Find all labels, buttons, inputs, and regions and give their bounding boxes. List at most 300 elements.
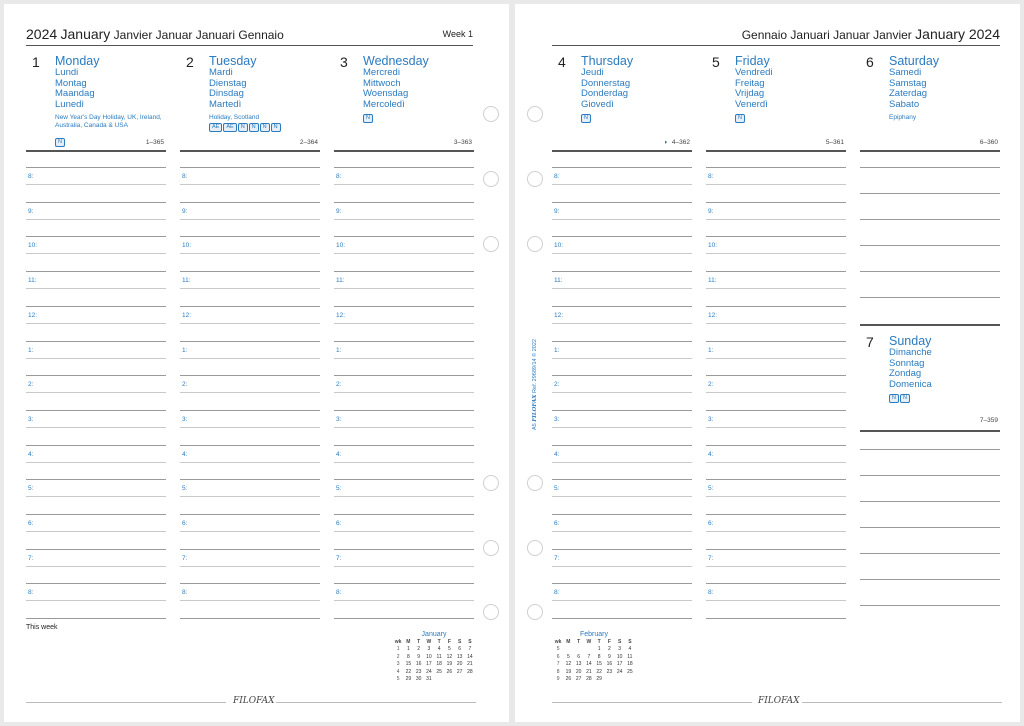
calendar-day bbox=[574, 646, 584, 653]
day-count bbox=[300, 139, 318, 146]
day-name: Thursday bbox=[581, 54, 634, 68]
country-badge: AE bbox=[209, 123, 222, 132]
hour-line bbox=[552, 202, 692, 203]
calendar-day: 26 bbox=[446, 668, 453, 675]
half-hour-line bbox=[552, 566, 692, 567]
hour-label: 1: bbox=[554, 346, 560, 354]
weekday-header: W bbox=[426, 639, 432, 645]
ring-hole bbox=[527, 604, 543, 620]
day-name-translations bbox=[363, 68, 408, 110]
day-count bbox=[146, 139, 164, 146]
day-number: 4 bbox=[558, 54, 566, 70]
day-name: Friday bbox=[735, 54, 770, 68]
day-count-value: 2–364 bbox=[299, 139, 318, 146]
half-hour-line bbox=[552, 531, 692, 532]
country-badge: AE bbox=[223, 123, 236, 132]
hour-label: 7: bbox=[554, 554, 560, 562]
half-hour-line bbox=[552, 600, 692, 601]
hour-line bbox=[552, 375, 692, 376]
mini-calendar-title: January bbox=[421, 631, 447, 638]
hour-label: 6: bbox=[708, 520, 714, 527]
hour-line bbox=[552, 306, 692, 307]
footer-rule bbox=[802, 702, 1002, 703]
hour-line bbox=[552, 236, 692, 237]
title-month-translations: Janvier Januar Januari Gennaio bbox=[113, 28, 284, 42]
hour-line bbox=[180, 271, 320, 272]
day-count bbox=[826, 139, 844, 146]
hour-line bbox=[552, 271, 692, 272]
calendar-day: 31 bbox=[426, 676, 432, 683]
note-line bbox=[860, 475, 1000, 476]
hour-label: 8: bbox=[28, 589, 34, 597]
calendar-day bbox=[455, 676, 465, 683]
day-divider bbox=[26, 150, 166, 152]
day-count-value: 4–362 bbox=[671, 139, 690, 146]
day-column-saturday bbox=[860, 4, 1000, 324]
calendar-day: 12 bbox=[446, 653, 453, 660]
calendar-day: 10 bbox=[616, 653, 623, 660]
translation-line: Montag bbox=[55, 77, 87, 89]
hour-label: 8: bbox=[336, 589, 342, 597]
half-hour-line bbox=[334, 392, 474, 393]
calendar-day: 14 bbox=[467, 653, 473, 660]
translation-line: Mittwoch bbox=[363, 77, 401, 89]
mini-calendar-grid bbox=[553, 639, 635, 683]
hour-line bbox=[552, 583, 692, 584]
half-hour-line bbox=[26, 600, 166, 601]
hour-label: 10: bbox=[554, 242, 564, 250]
hour-line bbox=[706, 410, 846, 411]
mini-calendar-january bbox=[393, 630, 475, 683]
hour-line bbox=[552, 445, 692, 446]
note-line bbox=[860, 501, 1000, 502]
hour-label: 1: bbox=[336, 346, 342, 354]
calendar-day: 26 bbox=[565, 676, 572, 683]
day-name-translations bbox=[55, 68, 95, 110]
calendar-day: 22 bbox=[405, 668, 412, 675]
half-hour-line bbox=[334, 358, 474, 359]
hour-label: 5: bbox=[28, 485, 34, 493]
hour-label: 8: bbox=[28, 173, 34, 180]
hour-label: 4: bbox=[554, 450, 560, 458]
calendar-day bbox=[563, 646, 573, 653]
left-planner-page bbox=[4, 4, 509, 722]
day-divider bbox=[706, 150, 846, 152]
half-hour-line bbox=[26, 392, 166, 393]
hour-line bbox=[26, 271, 166, 272]
reference-number: Ref. 29689/14 © 2022 bbox=[532, 339, 538, 393]
calendar-day: 18 bbox=[436, 661, 442, 668]
day-name-translations bbox=[735, 68, 773, 110]
week-number: 6 bbox=[556, 653, 560, 660]
translation-line: Dienstag bbox=[209, 77, 247, 89]
half-hour-line bbox=[334, 462, 474, 463]
hour-label: 11: bbox=[554, 277, 563, 285]
calendar-day: 20 bbox=[575, 668, 582, 675]
hour-label: 2: bbox=[28, 381, 34, 389]
title-year: 2024 bbox=[26, 26, 58, 42]
footer-rule bbox=[276, 702, 476, 703]
calendar-day: 11 bbox=[627, 653, 633, 660]
day-count-value: 7–359 bbox=[979, 417, 998, 424]
calendar-day: 4 bbox=[437, 646, 441, 653]
country-badges bbox=[735, 114, 746, 123]
half-hour-line bbox=[180, 253, 320, 254]
week-number: 8 bbox=[556, 668, 560, 675]
half-hour-line bbox=[706, 288, 846, 289]
translation-line: Jeudi bbox=[581, 67, 604, 78]
ring-hole bbox=[483, 475, 499, 491]
weekday-header: W bbox=[586, 639, 592, 645]
hour-line bbox=[334, 306, 474, 307]
hour-label: 10: bbox=[336, 242, 346, 250]
hour-label: 9: bbox=[182, 207, 188, 215]
hour-label: 2: bbox=[708, 381, 714, 389]
calendar-day bbox=[625, 676, 635, 683]
calendar-day: 6 bbox=[458, 646, 462, 653]
hour-line bbox=[180, 167, 320, 168]
calendar-day: 7 bbox=[587, 653, 591, 660]
hour-line bbox=[706, 514, 846, 515]
translation-line: Woensdag bbox=[363, 88, 409, 100]
calendar-day: 27 bbox=[575, 676, 582, 683]
calendar-day: 29 bbox=[596, 676, 602, 683]
half-hour-line bbox=[26, 358, 166, 359]
holiday-note: Holiday, Scotland bbox=[209, 114, 260, 122]
half-hour-line bbox=[334, 566, 474, 567]
half-hour-line bbox=[706, 358, 846, 359]
translation-line: Sabato bbox=[889, 98, 920, 110]
half-hour-line bbox=[706, 323, 846, 324]
hour-label: 6: bbox=[28, 520, 34, 527]
hour-label: 12: bbox=[28, 311, 38, 319]
translation-line: Donderdag bbox=[581, 88, 629, 100]
paper-size-label: A5 bbox=[532, 423, 538, 430]
day-column-friday bbox=[706, 4, 846, 644]
hour-label: 8: bbox=[182, 173, 188, 180]
half-hour-line bbox=[26, 253, 166, 254]
week-number: 4 bbox=[396, 668, 400, 675]
hour-line bbox=[26, 236, 166, 237]
note-line bbox=[860, 553, 1000, 554]
half-hour-line bbox=[706, 496, 846, 497]
weekday-header: M bbox=[406, 639, 411, 645]
hour-line bbox=[26, 583, 166, 584]
calendar-day: 5 bbox=[566, 653, 570, 660]
hour-label: 6: bbox=[554, 520, 560, 527]
translation-line: Mardi bbox=[209, 67, 233, 78]
half-hour-line bbox=[552, 427, 692, 428]
day-name-translations bbox=[581, 68, 630, 110]
hour-line bbox=[180, 583, 320, 584]
hour-label: 8: bbox=[554, 173, 560, 180]
half-hour-line bbox=[552, 253, 692, 254]
mini-calendar-title: February bbox=[579, 631, 608, 638]
calendar-day: 2 bbox=[417, 646, 421, 653]
ring-hole bbox=[527, 171, 543, 187]
calendar-day: 5 bbox=[447, 646, 451, 653]
half-hour-line bbox=[552, 323, 692, 324]
calendar-day: 24 bbox=[426, 668, 432, 675]
hour-label: 10: bbox=[28, 242, 38, 250]
day-column-monday bbox=[26, 4, 166, 644]
footer-rule bbox=[552, 702, 752, 703]
hour-label: 9: bbox=[554, 207, 560, 215]
country-badge: N bbox=[900, 394, 910, 403]
hour-line bbox=[334, 618, 474, 619]
hour-label: 11: bbox=[182, 277, 191, 285]
hour-label: 1: bbox=[708, 346, 714, 354]
hour-label: 11: bbox=[336, 277, 345, 285]
hour-label: 5: bbox=[182, 485, 188, 493]
ring-hole bbox=[483, 171, 499, 187]
ring-hole bbox=[527, 236, 543, 252]
hour-line bbox=[706, 167, 846, 168]
note-line bbox=[860, 245, 1000, 246]
weekday-header: M bbox=[566, 639, 571, 645]
hour-line bbox=[334, 514, 474, 515]
translation-line: Freitag bbox=[735, 77, 765, 89]
half-hour-line bbox=[180, 288, 320, 289]
translation-line: Sonntag bbox=[889, 357, 925, 369]
half-hour-line bbox=[334, 531, 474, 532]
hour-line bbox=[706, 236, 846, 237]
hour-line bbox=[706, 479, 846, 480]
calendar-day: 28 bbox=[586, 676, 592, 683]
filofax-logo: FILOFAX bbox=[233, 696, 275, 706]
day-column-tuesday bbox=[180, 4, 320, 644]
day-name: Saturday bbox=[889, 54, 940, 68]
hour-line bbox=[706, 375, 846, 376]
country-badge: N bbox=[238, 123, 248, 132]
calendar-day: 22 bbox=[596, 668, 602, 675]
hour-line bbox=[26, 410, 166, 411]
translation-line: Zaterdag bbox=[889, 88, 928, 100]
calendar-day: 9 bbox=[607, 653, 611, 660]
hour-label: 4: bbox=[708, 450, 714, 458]
day-count-value: 5–361 bbox=[825, 139, 844, 146]
half-hour-line bbox=[180, 427, 320, 428]
hour-line bbox=[26, 549, 166, 550]
hour-label: 7: bbox=[28, 554, 34, 562]
day-divider bbox=[334, 150, 474, 152]
hour-label: 4: bbox=[182, 450, 188, 458]
note-line bbox=[860, 449, 1000, 450]
hour-line bbox=[552, 549, 692, 550]
calendar-day: 18 bbox=[627, 661, 633, 668]
hour-label: 6: bbox=[336, 520, 342, 527]
note-line bbox=[860, 527, 1000, 528]
holiday-note: New Year's Day Holiday, UK, Ireland, Australia, Canada & USA bbox=[55, 114, 162, 129]
translation-line: Dimanche bbox=[889, 347, 932, 358]
translation-line: Dinsdag bbox=[209, 88, 244, 100]
hour-label: 6: bbox=[182, 520, 188, 527]
day-count-value: 3–363 bbox=[453, 139, 472, 146]
hour-label: 3: bbox=[28, 415, 34, 423]
ring-hole bbox=[483, 604, 499, 620]
day-divider bbox=[552, 150, 692, 152]
hour-label: 4: bbox=[336, 450, 342, 458]
right-planner-page bbox=[515, 4, 1020, 722]
hour-label: 12: bbox=[182, 311, 192, 319]
hour-line bbox=[552, 514, 692, 515]
country-badges bbox=[581, 114, 592, 123]
hour-label: 3: bbox=[336, 415, 342, 423]
calendar-day: 16 bbox=[606, 661, 613, 668]
hour-line bbox=[334, 202, 474, 203]
calendar-day: 15 bbox=[405, 661, 412, 668]
hour-line bbox=[334, 410, 474, 411]
half-hour-line bbox=[26, 184, 166, 185]
half-hour-line bbox=[552, 462, 692, 463]
calendar-day: 30 bbox=[415, 676, 422, 683]
calendar-day: 1 bbox=[406, 646, 410, 653]
hour-line bbox=[180, 410, 320, 411]
calendar-day: 3 bbox=[427, 646, 431, 653]
title-month-translations: Gennaio Januari Januar Janvier bbox=[741, 28, 912, 42]
weekday-header: S bbox=[457, 639, 462, 645]
hour-line bbox=[552, 410, 692, 411]
weekday-header: S bbox=[628, 639, 632, 645]
day-name: Tuesday bbox=[209, 54, 257, 68]
title-month-year: January 2024 bbox=[915, 26, 1000, 42]
hour-label: 8: bbox=[708, 173, 714, 180]
weekday-header: T bbox=[417, 639, 421, 645]
day-name: Sunday bbox=[889, 334, 932, 348]
half-hour-line bbox=[26, 462, 166, 463]
hour-label: 12: bbox=[708, 311, 718, 319]
hour-line bbox=[334, 445, 474, 446]
weekday-header: T bbox=[577, 639, 581, 645]
weekday-header: F bbox=[447, 639, 451, 645]
half-hour-line bbox=[706, 531, 846, 532]
hour-line bbox=[552, 618, 692, 619]
translation-line: Zondag bbox=[889, 368, 922, 380]
hour-line bbox=[180, 306, 320, 307]
hour-label: 7: bbox=[182, 554, 188, 562]
note-line bbox=[860, 297, 1000, 298]
day-number: 6 bbox=[866, 54, 874, 70]
weekday-header: S bbox=[617, 639, 622, 645]
calendar-day bbox=[434, 676, 444, 683]
half-hour-line bbox=[334, 253, 474, 254]
footer-rule bbox=[26, 702, 226, 703]
holiday-note: Epiphany bbox=[889, 114, 917, 122]
hour-line bbox=[26, 202, 166, 203]
week-number: 9 bbox=[556, 676, 560, 683]
country-badge: N bbox=[735, 114, 745, 123]
hour-line bbox=[26, 445, 166, 446]
half-hour-line bbox=[26, 219, 166, 220]
day-name-translations bbox=[889, 68, 927, 110]
day-number: 7 bbox=[866, 334, 874, 350]
week-number: 5 bbox=[396, 676, 400, 683]
half-hour-line bbox=[180, 496, 320, 497]
hour-line bbox=[26, 306, 166, 307]
half-hour-line bbox=[334, 427, 474, 428]
calendar-day: 4 bbox=[628, 646, 632, 653]
calendar-day: 9 bbox=[417, 653, 421, 660]
hour-line bbox=[26, 375, 166, 376]
calendar-day: 7 bbox=[468, 646, 472, 653]
hour-line bbox=[180, 445, 320, 446]
calendar-day: 20 bbox=[456, 661, 463, 668]
calendar-day: 24 bbox=[616, 668, 623, 675]
calendar-day bbox=[584, 646, 594, 653]
ring-hole bbox=[483, 540, 499, 556]
translation-line: Venerdì bbox=[735, 98, 768, 110]
half-hour-line bbox=[26, 427, 166, 428]
day-count bbox=[664, 139, 690, 146]
hour-label: 8: bbox=[182, 589, 188, 597]
week-number: 7 bbox=[556, 661, 560, 668]
half-hour-line bbox=[180, 323, 320, 324]
hour-line bbox=[180, 549, 320, 550]
weekday-header: S bbox=[468, 639, 472, 645]
day-number: 5 bbox=[712, 54, 720, 70]
weekday-header: F bbox=[607, 639, 611, 645]
half-hour-line bbox=[180, 600, 320, 601]
half-hour-line bbox=[180, 219, 320, 220]
hour-line bbox=[706, 271, 846, 272]
day-name-translations bbox=[889, 348, 932, 390]
hour-line bbox=[26, 341, 166, 342]
country-badges bbox=[55, 138, 66, 147]
mini-calendar-february bbox=[553, 630, 635, 683]
half-hour-line bbox=[334, 600, 474, 601]
translation-line: Samstag bbox=[889, 77, 927, 89]
hour-label: 7: bbox=[708, 554, 714, 562]
country-badge: N bbox=[889, 394, 899, 403]
hour-line bbox=[180, 202, 320, 203]
hour-label: 9: bbox=[708, 207, 714, 215]
day-count bbox=[980, 417, 998, 424]
country-badges bbox=[363, 114, 374, 123]
half-hour-line bbox=[552, 358, 692, 359]
calendar-day: 17 bbox=[616, 661, 623, 668]
mini-calendar-grid bbox=[393, 639, 475, 683]
calendar-day: 23 bbox=[415, 668, 422, 675]
translation-line: Maandag bbox=[55, 88, 95, 100]
hour-label: 3: bbox=[182, 415, 188, 423]
weekday-header: wk bbox=[394, 639, 402, 645]
country-badge: N bbox=[249, 123, 259, 132]
half-hour-line bbox=[334, 323, 474, 324]
calendar-day: 28 bbox=[467, 668, 473, 675]
half-hour-line bbox=[334, 184, 474, 185]
hour-label: 10: bbox=[182, 242, 192, 250]
half-hour-line bbox=[552, 392, 692, 393]
hour-line bbox=[334, 271, 474, 272]
calendar-day: 8 bbox=[406, 653, 410, 660]
hour-line bbox=[180, 514, 320, 515]
day-divider bbox=[860, 150, 1000, 152]
calendar-day: 2 bbox=[607, 646, 611, 653]
calendar-day bbox=[615, 676, 625, 683]
week-number: 5 bbox=[556, 646, 560, 653]
calendar-day: 8 bbox=[597, 653, 601, 660]
half-hour-line bbox=[706, 566, 846, 567]
weekday-header: T bbox=[597, 639, 601, 645]
calendar-day: 19 bbox=[446, 661, 453, 668]
hour-line bbox=[334, 549, 474, 550]
calendar-day: 27 bbox=[456, 668, 463, 675]
hour-line bbox=[334, 236, 474, 237]
note-line bbox=[860, 579, 1000, 580]
hour-line bbox=[552, 167, 692, 168]
hour-label: 4: bbox=[28, 450, 34, 458]
hour-label: 7: bbox=[336, 554, 342, 562]
